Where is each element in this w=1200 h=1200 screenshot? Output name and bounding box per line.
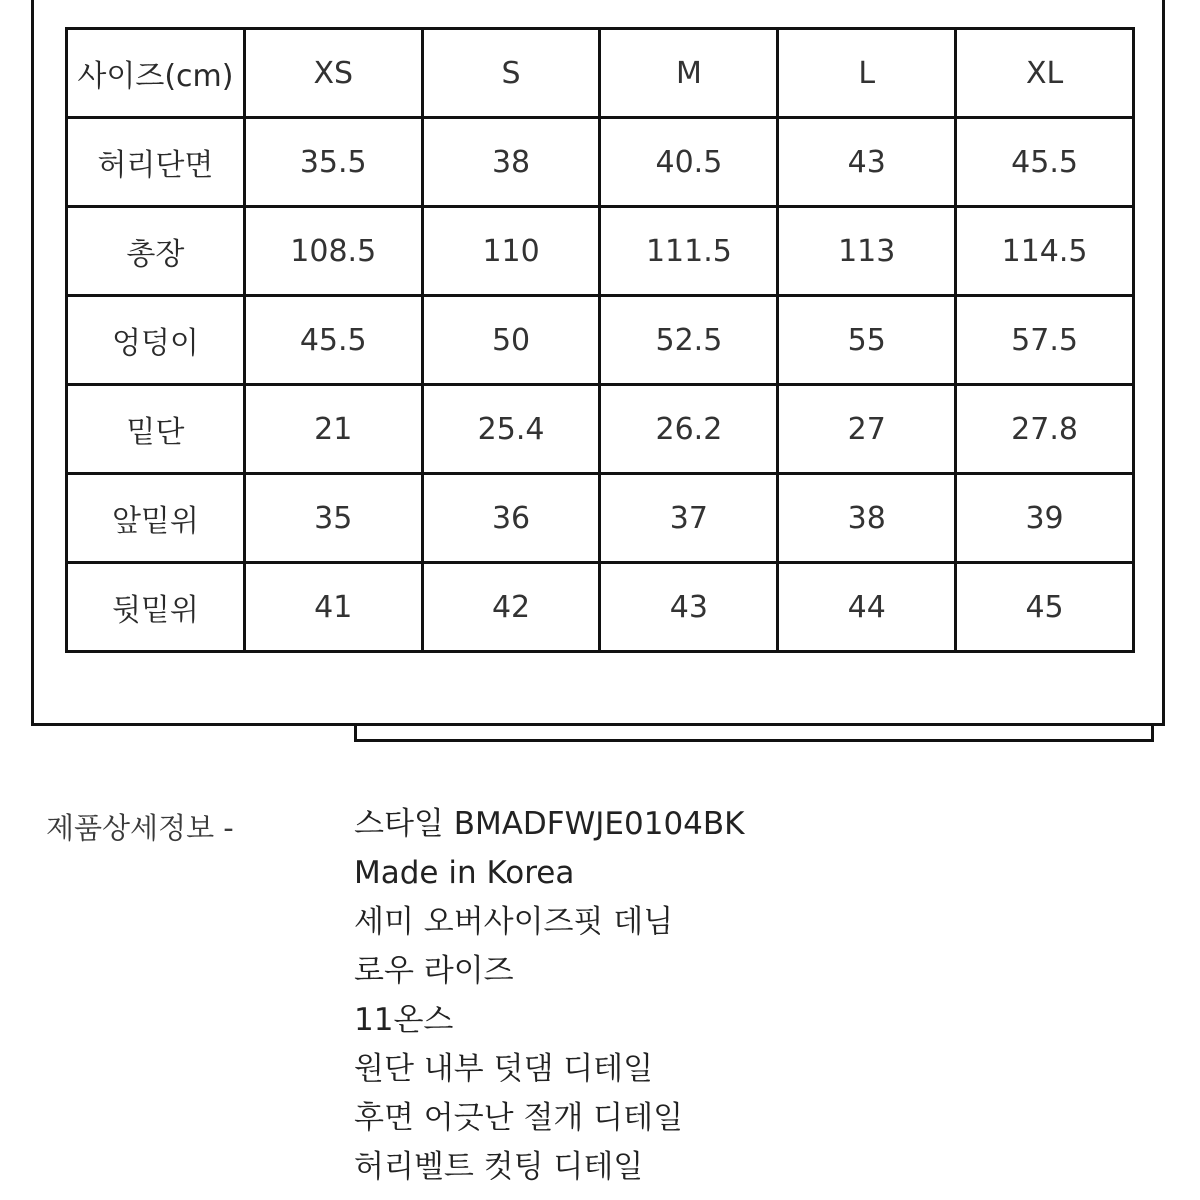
table-cell: 40.5 (600, 118, 778, 207)
header-cell-s: S (422, 29, 600, 118)
table-cell: 27 (778, 385, 956, 474)
header-cell-m: M (600, 29, 778, 118)
detail-fit: 세미 오버사이즈핏 데님 (354, 904, 674, 940)
table-cell: 26.2 (600, 385, 778, 474)
table-cell: 50 (422, 296, 600, 385)
table-cell: 36 (422, 474, 600, 563)
detail-origin: Made in Korea (354, 855, 575, 891)
table-cell: 35 (244, 474, 422, 563)
table-cell: 111.5 (600, 207, 778, 296)
table-cell: 52.5 (600, 296, 778, 385)
table-cell: 44 (778, 563, 956, 652)
table-row-waist (67, 118, 1134, 207)
detail-lining: 원단 내부 덧댐 디테일 (354, 1051, 654, 1087)
table-cell: 39 (956, 474, 1134, 563)
row-label: 앞밑위 (67, 474, 245, 563)
header-cell-xl: XL (956, 29, 1134, 118)
detail-style-code: 스타일 BMADFWJE0104BK (354, 806, 745, 842)
table-cell: 38 (778, 474, 956, 563)
detail-back-seam: 후면 어긋난 절개 디테일 (354, 1100, 684, 1136)
table-header-row (67, 29, 1134, 118)
row-label: 뒷밑위 (67, 563, 245, 652)
table-cell: 45.5 (244, 296, 422, 385)
detail-rise: 로우 라이즈 (354, 953, 514, 989)
table-row-back-rise (67, 563, 1134, 652)
header-cell-size-unit: 사이즈(cm) (67, 29, 245, 118)
table-cell: 43 (600, 563, 778, 652)
table-cell: 35.5 (244, 118, 422, 207)
table-cell: 37 (600, 474, 778, 563)
row-label: 허리단면 (67, 118, 245, 207)
product-details-list (354, 800, 1134, 1192)
table-cell: 45 (956, 563, 1134, 652)
header-cell-l: L (778, 29, 956, 118)
table-cell: 55 (778, 296, 956, 385)
table-cell: 45.5 (956, 118, 1134, 207)
table-cell: 25.4 (422, 385, 600, 474)
header-cell-xs: XS (244, 29, 422, 118)
size-chart-table (65, 27, 1135, 653)
product-details-label: 제품상세정보 - (46, 811, 234, 845)
row-label: 엉덩이 (67, 296, 245, 385)
table-cell: 108.5 (244, 207, 422, 296)
table-row-hem (67, 385, 1134, 474)
table-cell: 41 (244, 563, 422, 652)
detail-waistband: 허리벨트 컷팅 디테일 (354, 1149, 644, 1185)
table-cell: 57.5 (956, 296, 1134, 385)
row-label: 총장 (67, 207, 245, 296)
table-cell: 42 (422, 563, 600, 652)
table-cell: 114.5 (956, 207, 1134, 296)
table-row-total-length (67, 207, 1134, 296)
table-cell: 110 (422, 207, 600, 296)
table-cell: 113 (778, 207, 956, 296)
table-row-hip (67, 296, 1134, 385)
table-cell: 27.8 (956, 385, 1134, 474)
table-row-front-rise (67, 474, 1134, 563)
table-cell: 43 (778, 118, 956, 207)
table-cell: 21 (244, 385, 422, 474)
table-cell: 38 (422, 118, 600, 207)
size-chart-frame-tab (354, 726, 1154, 742)
row-label: 밑단 (67, 385, 245, 474)
detail-weight: 11온스 (354, 1002, 454, 1038)
